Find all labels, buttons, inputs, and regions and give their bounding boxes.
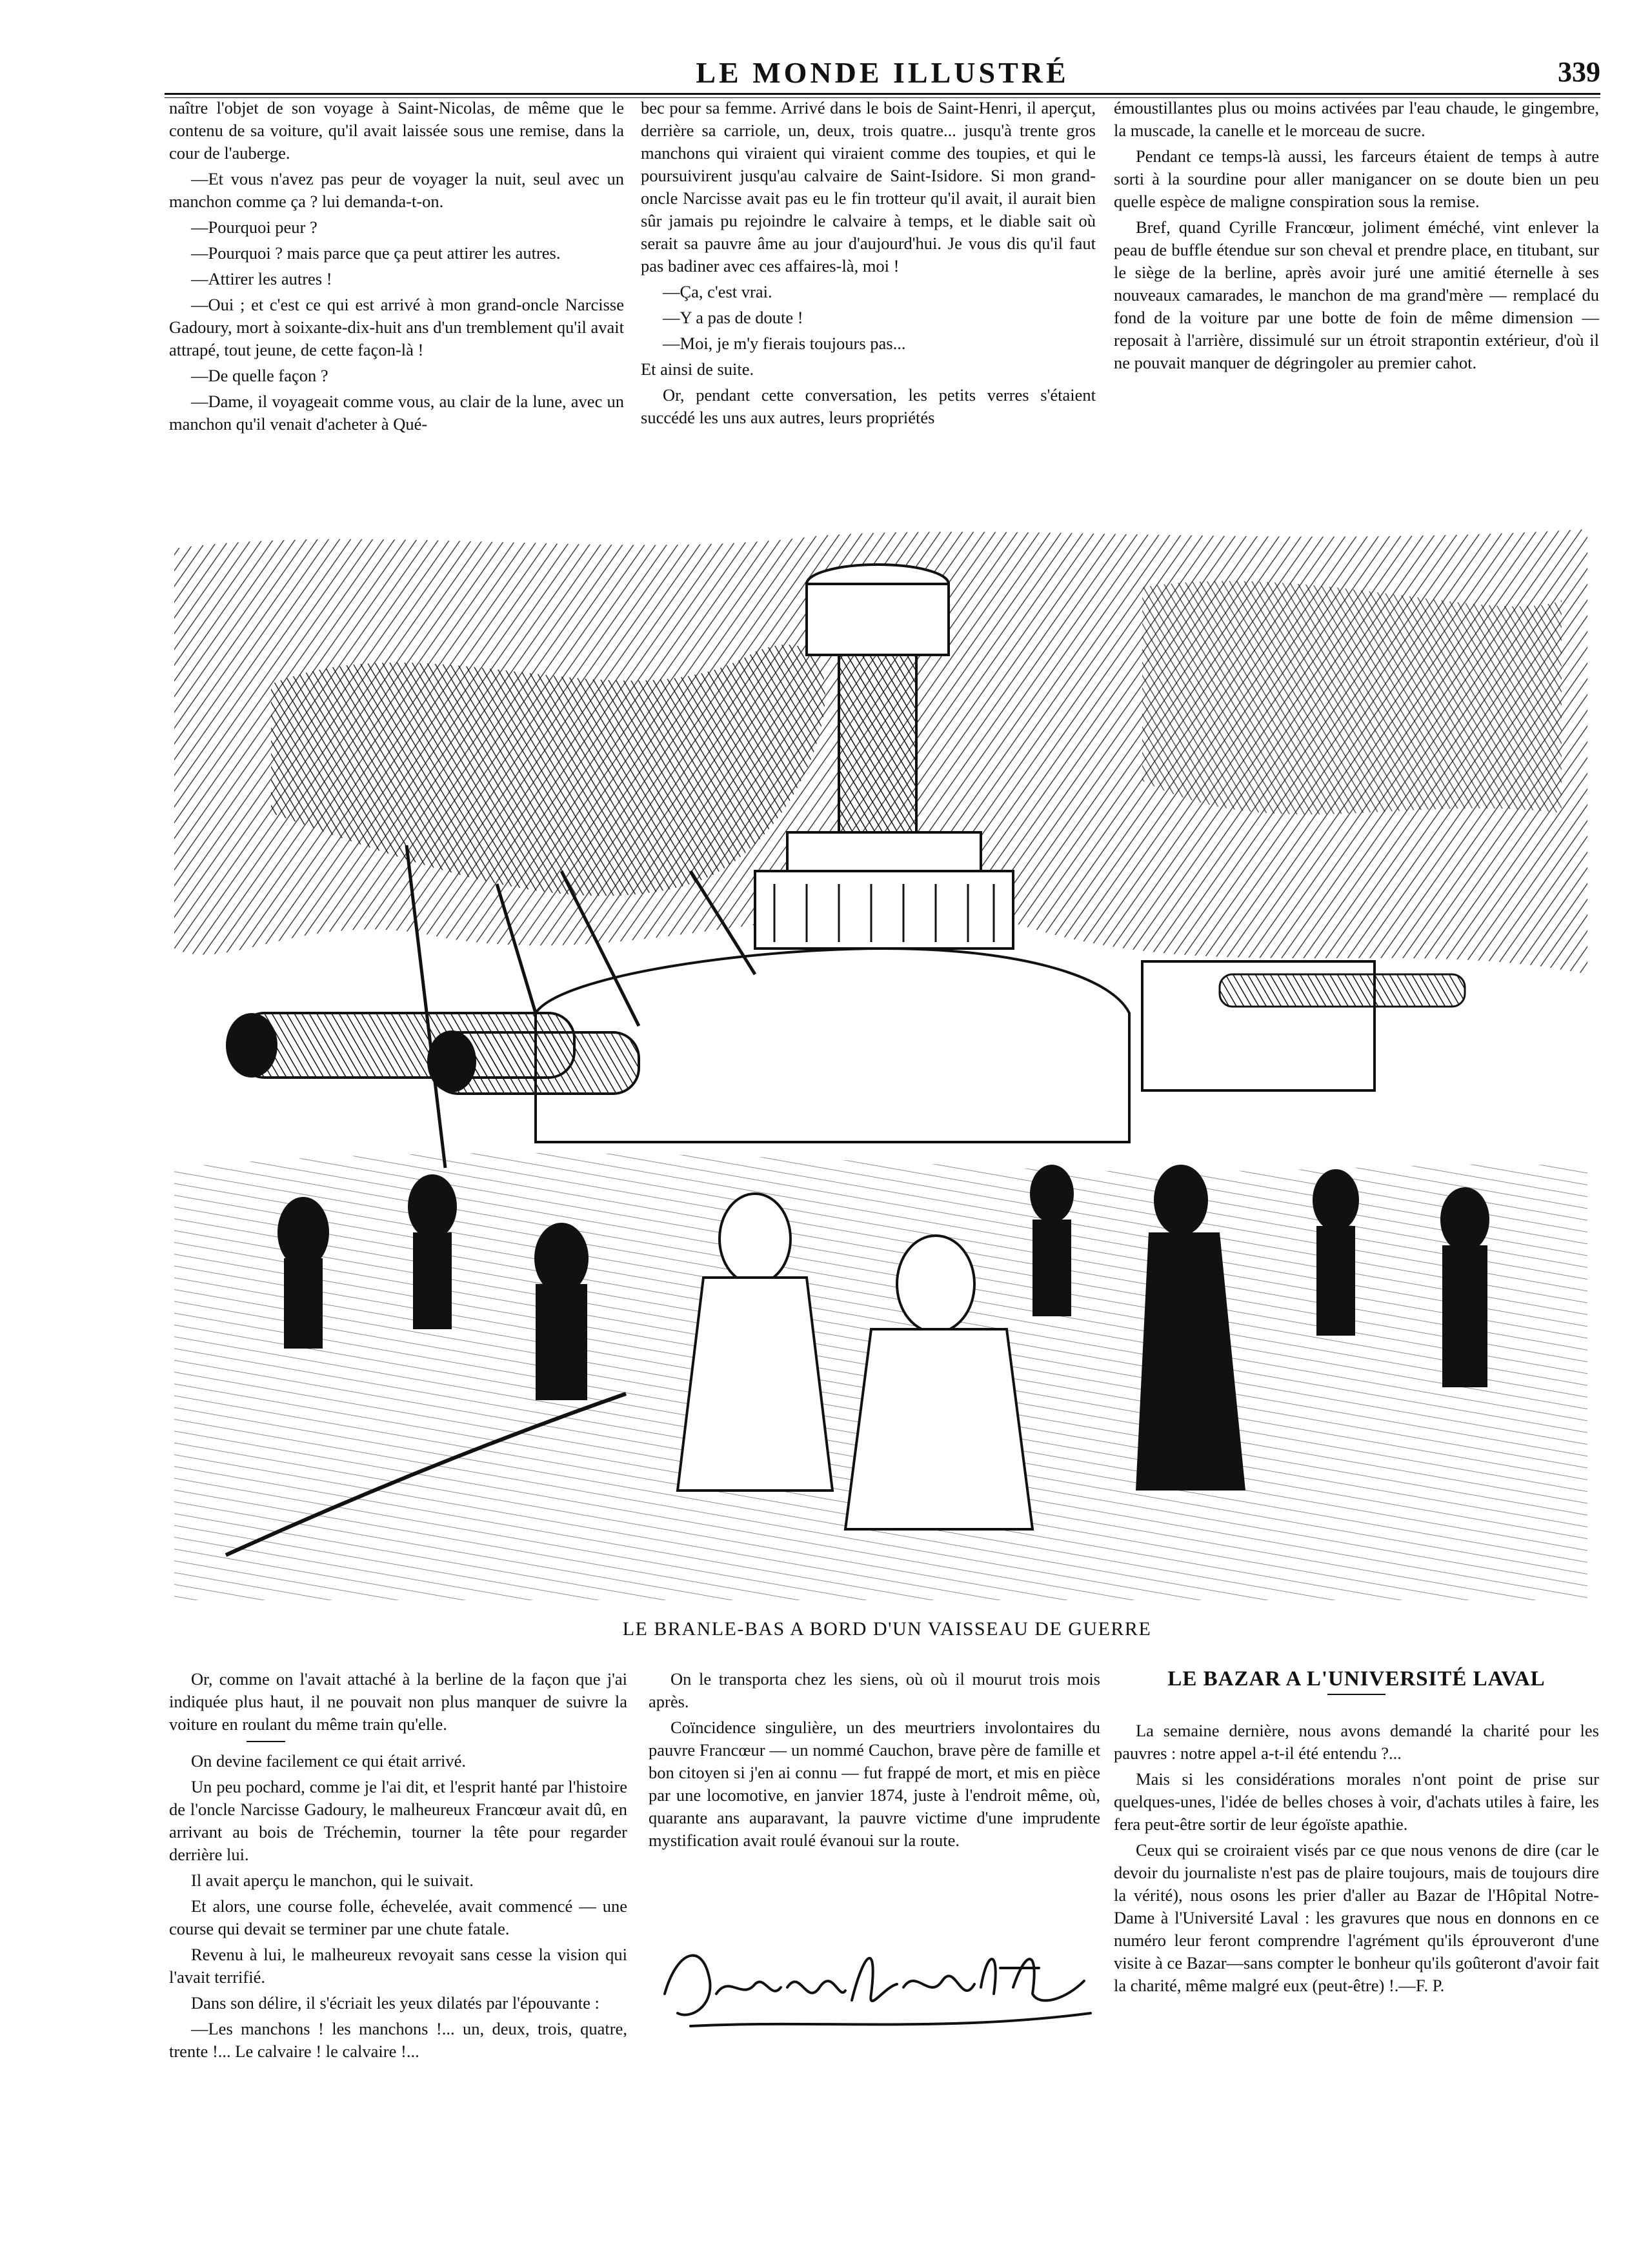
paragraph: naître l'objet de son voyage à Saint-Nicolas, de même que le contenu de sa voiture, qu'il avait laissée sous une remise, dans la cour de l'auberge. (169, 98, 624, 163)
paragraph: —Pourquoi peur ? (191, 217, 317, 237)
top-column-3 (1114, 97, 1599, 377)
masthead-title: LE MONDE ILLUSTRÉ (696, 56, 1069, 89)
paragraph: —De quelle façon ? (191, 366, 328, 385)
paragraph: Or, comme on l'avait attaché à la berline de la façon que j'ai indiquée plus haut, il ne pouvait non plus manquer de suivre la voiture en roulant du même train qu'elle. (169, 1669, 627, 1734)
paragraph: bec pour sa femme. Arrivé dans le bois de Saint-Henri, il aperçut, derrière sa carriole, un, deux, trois quatre... jusqu'à trente gros manchons qui viraient qui viraient comme des toupies, et qui le poursuivirent jusqu'au calvaire de Saint-Isidore. Si mon grand-oncle Narcisse avait pas eu le fin trotteur qu'il avait, il aurait bien sûr jamais pu rejoindre le calvaire à temps, et le diable sait où serait sa pauvre âme au jour d'aujourd'hui. Je vous dis qu'il faut pas badiner avec ces affaires-là, moi ! (641, 98, 1096, 276)
paragraph: —Y a pas de doute ! (663, 308, 803, 327)
paragraph: Un peu pochard, comme je l'ai dit, et l'esprit hanté par l'histoire de l'oncle Narcisse Gadoury, le malheureux Francœur avait dû, en arrivant au bois de Tréchemin, tourner la tête pour regarder derrière lui. (169, 1777, 627, 1864)
paragraph: Dans son délire, il s'écriait les yeux dilatés par l'épouvante : (191, 1993, 599, 2013)
paragraph: Il avait aperçu le manchon, qui le suivait. (191, 1871, 474, 1890)
warship-engraving (174, 523, 1587, 1600)
top-column-1 (169, 97, 624, 439)
divider (1327, 1694, 1385, 1695)
bottom-column-1 (169, 1668, 627, 2066)
masthead (165, 50, 1600, 95)
gun-turret (226, 949, 1129, 1142)
divider (247, 1741, 285, 1742)
paragraph: —Oui ; et c'est ce qui est arrivé à mon grand-oncle Narcisse Gadoury, mort à soixante-dix-huit ans d'un tremblement qu'il avait attrapé, tout jeune, de cette façon-là ! (169, 295, 624, 359)
illustration-caption: LE BRANLE-BAS A BORD D'UN VAISSEAU DE GUERRE (622, 1618, 1152, 1640)
paragraph: Pendant ce temps-là aussi, les farceurs étaient de temps à autre sorti à la sourdine pour aller manigancer on se doute bien un peu quelle espèce de maligne conspiration sous la remise. (1114, 146, 1599, 211)
page-number: 339 (1558, 56, 1600, 88)
paragraph: —Les manchons ! les manchons !... un, deux, trois, quatre, trente !... Le calvaire ! le calvaire !... (169, 2019, 627, 2061)
paragraph: —Pourquoi ? mais parce que ça peut attirer les autres. (191, 243, 561, 263)
paragraph: Et ainsi de suite. (641, 359, 754, 379)
paragraph: émoustillantes plus ou moins activées par l'eau chaude, le gingembre, la muscade, la canelle et le morceau de sucre. (1114, 98, 1599, 140)
top-column-2 (641, 97, 1096, 432)
rear-turret (1142, 961, 1465, 1090)
paragraph: Mais si les considérations morales n'ont point de prise sur quelques-unes, l'idée de belles choses à voir, d'achats utiles à faire, les fera peut-être sortir de leur égoïste apathie. (1114, 1769, 1599, 1834)
paragraph: Bref, quand Cyrille Francœur, joliment éméché, vint enlever la peau de buffle étendue sur son cheval et prendre place, en titubant, sur le siège de la berline, après avoir juré une amitié éternelle à ses nouveaux camarades, le manchon de ma grand'mère — remplacé du fond de la voiture par une botte de foin de même dimension — reposait à l'arrière, dissimulé sur un étroit strapontin extérieur, d'où il ne pouvait manquer de dégringoler au premier cahot. (1114, 217, 1599, 372)
paragraph: La semaine dernière, nous avons demandé la charité pour les pauvres : notre appel a-t-il été entendu ?... (1114, 1721, 1599, 1763)
paragraph: —Moi, je m'y fierais toujours pas... (663, 334, 906, 353)
paragraph: —Attirer les autres ! (191, 269, 332, 288)
bottom-column-3 (1114, 1668, 1599, 2000)
section-title: LE BAZAR A L'UNIVERSITÉ LAVAL (1167, 1667, 1546, 1691)
paragraph: —Et vous n'avez pas peur de voyager la nuit, seul avec un manchon comme ça ? lui demanda-t-on. (169, 169, 624, 211)
paragraph: —Ça, c'est vrai. (663, 282, 772, 301)
paragraph: Revenu à lui, le malheureux revoyait sans cesse la vision qui l'avait terrifié. (169, 1945, 627, 1987)
paragraph: Et alors, une course folle, échevelée, avait commencé — une course qui devait se terminer par une chute fatale. (169, 1896, 627, 1938)
author-signature (652, 1923, 1103, 2052)
bottom-column-2 (649, 1668, 1100, 1855)
paragraph: Or, pendant cette conversation, les petits verres s'étaient succédé les uns aux autres, leurs propriétés (641, 385, 1096, 427)
paragraph: —Dame, il voyageait comme vous, au clair de la lune, avec un manchon qu'il venait d'acheter à Qué- (169, 392, 624, 434)
paragraph: On devine facilement ce qui était arrivé. (191, 1751, 467, 1771)
paragraph: Ceux qui se croiraient visés par ce que nous venons de dire (car le devoir du journaliste n'est pas de plaire toujours, mais de toujours dire la vérité), nous osons les prier d'aller au Bazar de l'Hôpital Notre-Dame à l'Université Laval : les gravures que nous en donnons en ce numéro leur feront comprendre l'agrément qu'ils éprouveront d'une visite à ce Bazar—sans compter le bonheur qu'ils goûteront d'avoir fait la charité, même malgré eux (peut-être) !.—F. P. (1114, 1840, 1599, 1995)
paragraph: On le transporta chez les siens, où où il mourut trois mois après. (649, 1669, 1100, 1711)
paragraph: Coïncidence singulière, un des meurtriers involontaires du pauvre Francœur — un nommé Cauchon, brave père de famille et bon citoyen si j'en ai connu — fut frappé de mort, et mis en pièce par une locomotive, en janvier 1874, juste à l'endroit même, où, quarante ans auparavant, la pauvre victime d'une imprudente mystification avait roulé évanoui sur la route. (649, 1718, 1100, 1850)
